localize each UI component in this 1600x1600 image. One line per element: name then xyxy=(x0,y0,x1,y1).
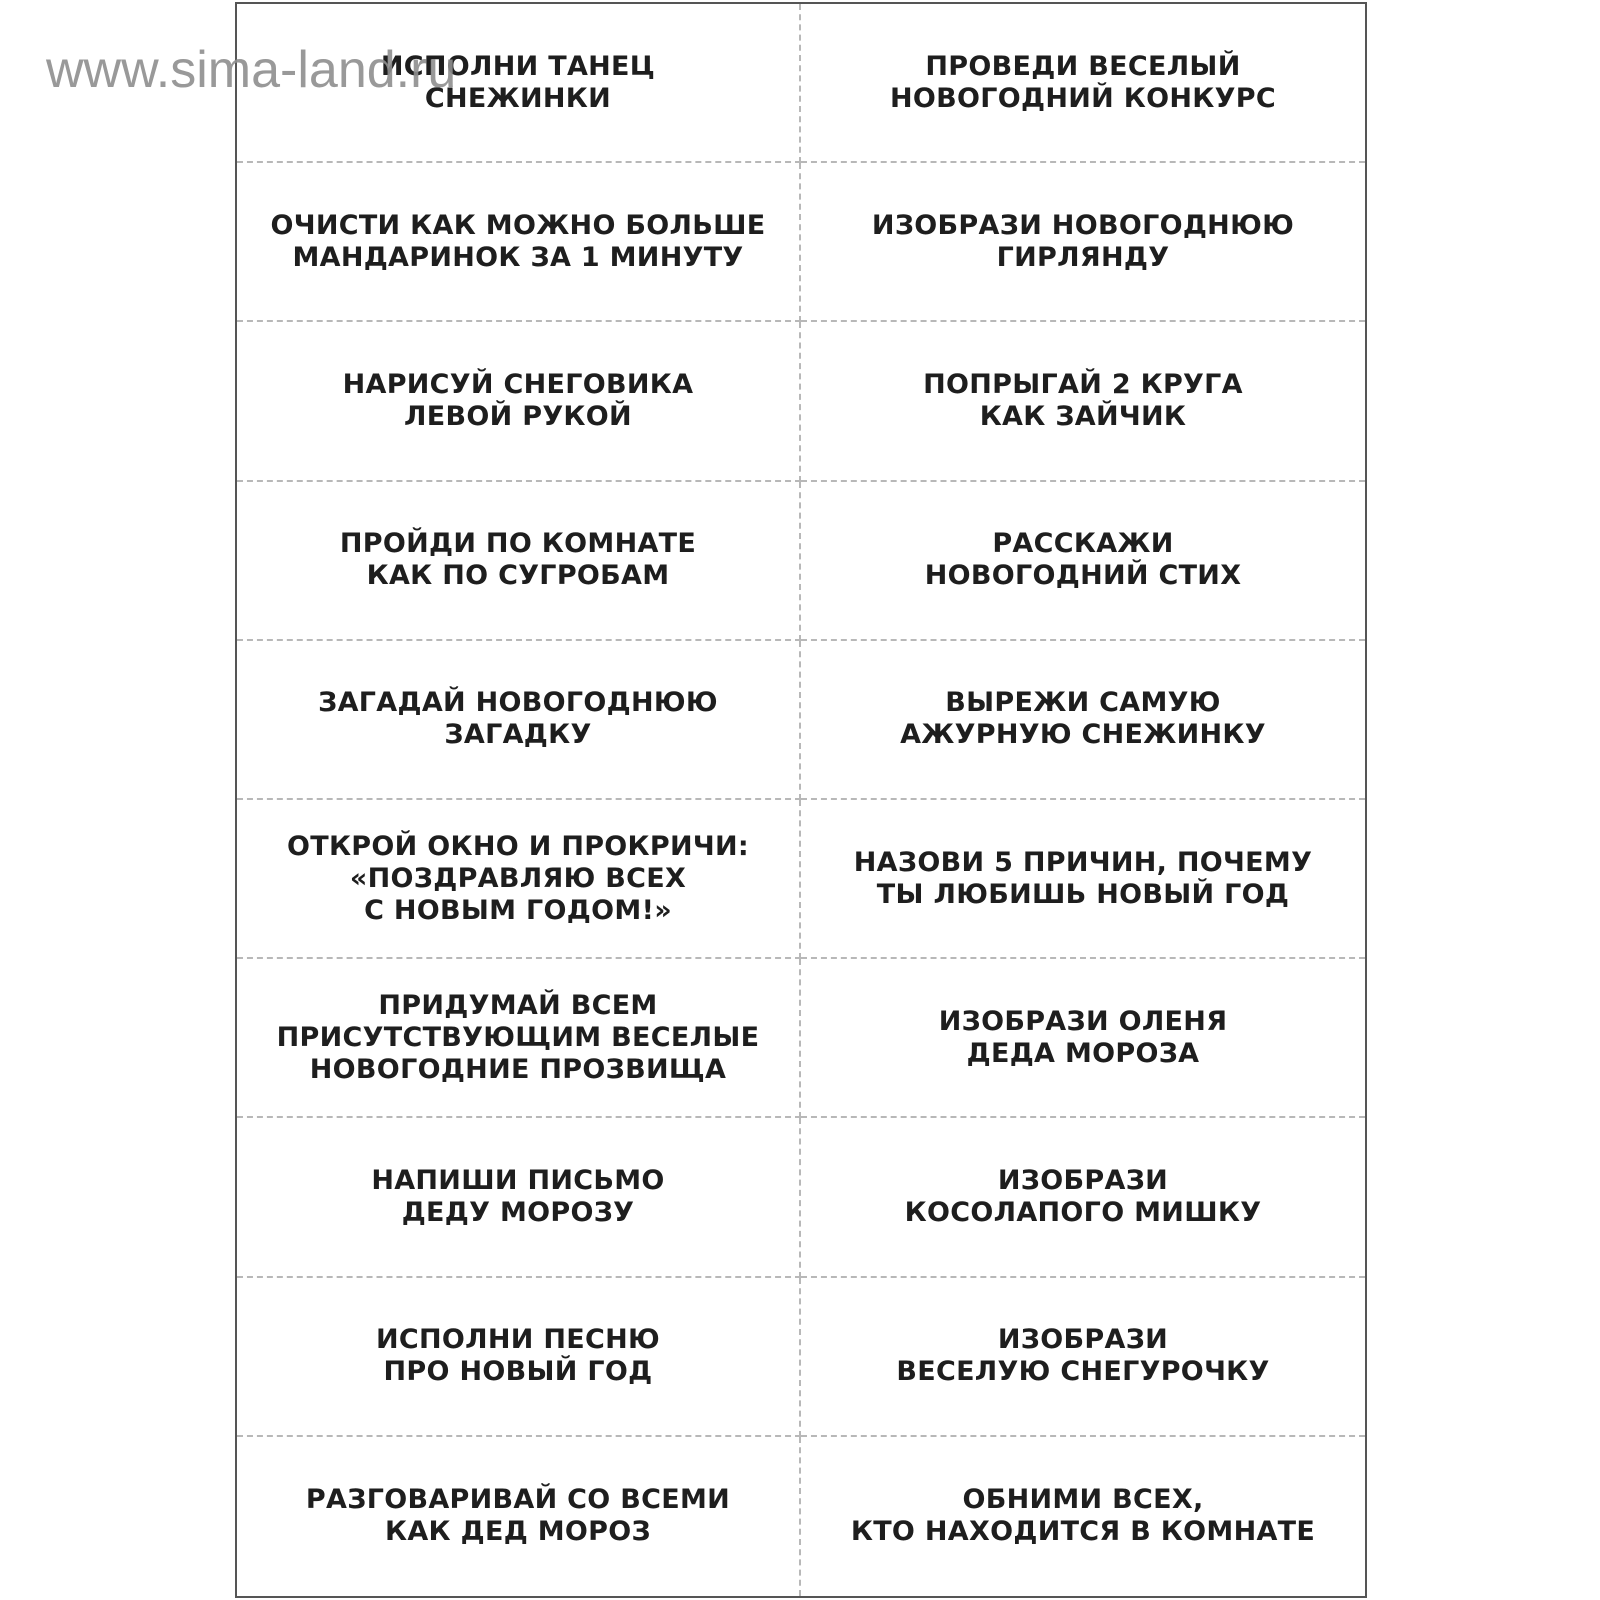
card-6 xyxy=(801,322,1365,481)
cards-grid xyxy=(237,4,1365,1596)
card-1 xyxy=(237,4,801,163)
card-12 xyxy=(801,800,1365,959)
card-7 xyxy=(237,482,801,641)
card-text-line: КАК ЗАЙЧИК xyxy=(979,400,1187,432)
card-text-line: НАПИШИ ПИСЬМО xyxy=(371,1164,665,1196)
card-16 xyxy=(801,1118,1365,1277)
task-cards-sheet xyxy=(235,2,1367,1598)
card-text-line: ПРИСУТСТВУЮЩИМ ВЕСЕЛЫЕ xyxy=(276,1021,760,1053)
card-5 xyxy=(237,322,801,481)
card-text-line: ГИРЛЯНДУ xyxy=(996,241,1170,273)
card-text-line: КАК ДЕД МОРОЗ xyxy=(384,1516,652,1548)
card-text-line: ИСПОЛНИ ПЕСНЮ xyxy=(375,1324,661,1356)
card-text-line: ПОПРЫГАЙ 2 КРУГА xyxy=(923,368,1243,400)
card-17 xyxy=(237,1278,801,1437)
card-text-line: ПРО НОВЫЙ ГОД xyxy=(383,1356,653,1388)
card-19 xyxy=(237,1437,801,1596)
card-text-line: НОВОГОДНИЙ КОНКУРС xyxy=(890,82,1276,114)
card-text-line: НОВОГОДНИЕ ПРОЗВИЩА xyxy=(309,1053,727,1085)
card-text-line: ЗАГАДАЙ НОВОГОДНЮЮ xyxy=(318,687,718,719)
card-text-line: МАНДАРИНОК ЗА 1 МИНУТУ xyxy=(292,241,744,273)
card-text-line: ДЕДА МОРОЗА xyxy=(966,1037,1200,1069)
card-text-line: ЗАГАДКУ xyxy=(444,719,592,751)
card-text-line: ПРОВЕДИ ВЕСЕЛЫЙ xyxy=(925,50,1241,82)
card-18 xyxy=(801,1278,1365,1437)
card-9 xyxy=(237,641,801,800)
card-text-line: С НОВЫМ ГОДОМ!» xyxy=(364,894,672,926)
card-text-line: НОВОГОДНИЙ СТИХ xyxy=(924,560,1242,592)
card-text-line: ДЕДУ МОРОЗУ xyxy=(401,1196,635,1228)
card-text-line: СНЕЖИНКИ xyxy=(424,82,612,114)
card-8 xyxy=(801,482,1365,641)
card-text-line: АЖУРНУЮ СНЕЖИНКУ xyxy=(900,719,1266,751)
card-text-line: КОСОЛАПОГО МИШКУ xyxy=(904,1196,1262,1228)
card-11 xyxy=(237,800,801,959)
card-text-line: ОБНИМИ ВСЕХ, xyxy=(962,1484,1204,1516)
card-text-line: ТЫ ЛЮБИШЬ НОВЫЙ ГОД xyxy=(876,878,1290,910)
card-text-line: ИЗОБРАЗИ НОВОГОДНЮЮ xyxy=(871,209,1295,241)
card-text-line: ПРИДУМАЙ ВСЕМ xyxy=(378,989,658,1021)
card-13 xyxy=(237,959,801,1118)
card-text-line: ЛЕВОЙ РУКОЙ xyxy=(404,400,632,432)
card-text-line: НАЗОВИ 5 ПРИЧИН, ПОЧЕМУ xyxy=(853,846,1313,878)
card-text-line: ВЫРЕЖИ САМУЮ xyxy=(945,687,1221,719)
card-2 xyxy=(801,4,1365,163)
card-text-line: РАССКАЖИ xyxy=(992,528,1174,560)
card-text-line: ОЧИСТИ КАК МОЖНО БОЛЬШЕ xyxy=(270,209,766,241)
card-text-line: ИЗОБРАЗИ xyxy=(997,1164,1169,1196)
card-text-line: КАК ПО СУГРОБАМ xyxy=(366,560,670,592)
card-10 xyxy=(801,641,1365,800)
card-text-line: РАЗГОВАРИВАЙ СО ВСЕМИ xyxy=(305,1484,731,1516)
card-text-line: НАРИСУЙ СНЕГОВИКА xyxy=(342,368,694,400)
card-text-line: ОТКРОЙ ОКНО И ПРОКРИЧИ: xyxy=(286,830,750,862)
card-3 xyxy=(237,163,801,322)
card-text-line: ИЗОБРАЗИ ОЛЕНЯ xyxy=(938,1005,1228,1037)
card-text-line: ИСПОЛНИ ТАНЕЦ xyxy=(380,50,656,82)
card-4 xyxy=(801,163,1365,322)
card-20 xyxy=(801,1437,1365,1596)
watermark: www.sima-land.ru xyxy=(46,41,457,99)
card-text-line: ПРОЙДИ ПО КОМНАТЕ xyxy=(339,528,697,560)
card-14 xyxy=(801,959,1365,1118)
card-text-line: «ПОЗДРАВЛЯЮ ВСЕХ xyxy=(349,862,687,894)
card-text-line: ВЕСЕЛУЮ СНЕГУРОЧКУ xyxy=(896,1356,1270,1388)
card-15 xyxy=(237,1118,801,1277)
card-text-line: КТО НАХОДИТСЯ В КОМНАТЕ xyxy=(850,1516,1316,1548)
card-text-line: ИЗОБРАЗИ xyxy=(997,1324,1169,1356)
